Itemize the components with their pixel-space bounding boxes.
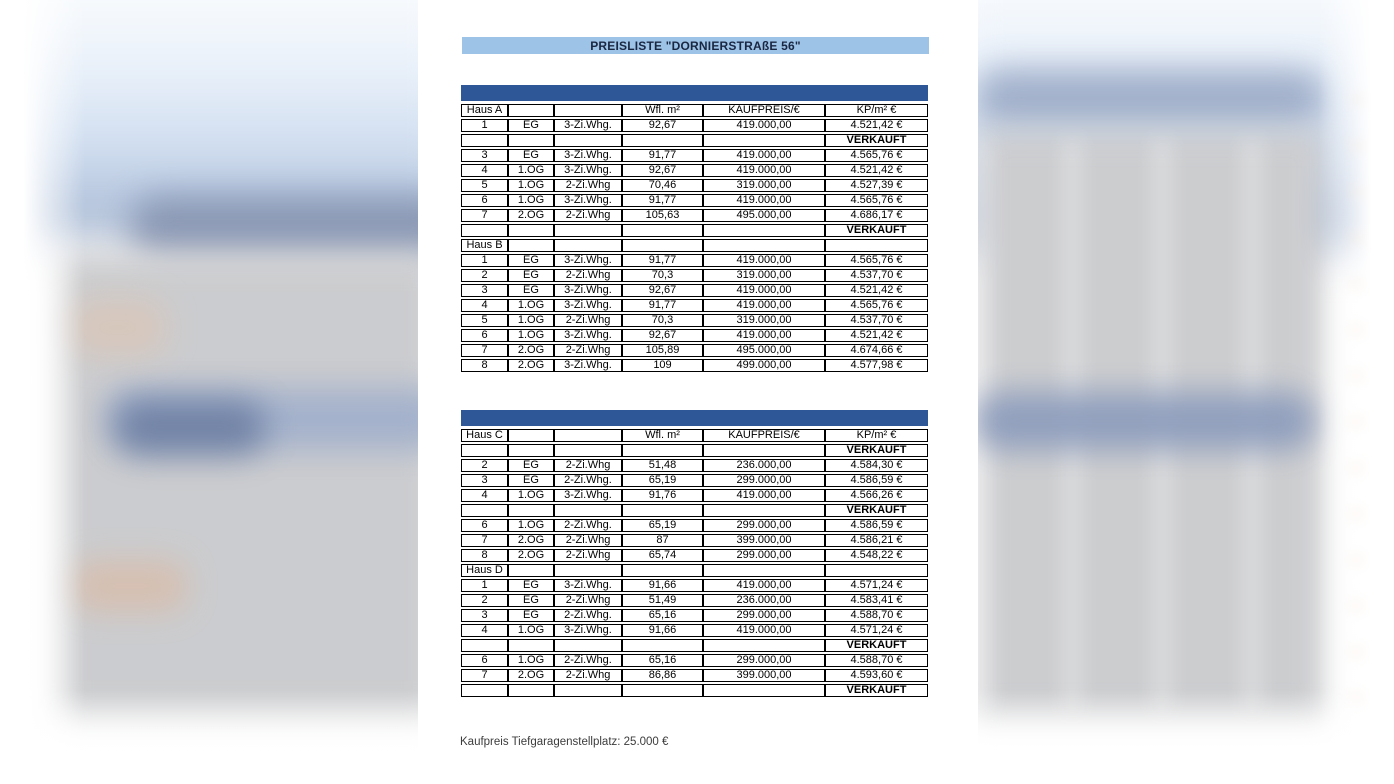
cell: 4.584,30 € bbox=[825, 459, 928, 472]
sold-status-cell: VERKAUFT bbox=[825, 684, 928, 697]
table-row bbox=[461, 519, 928, 532]
cell: 7 bbox=[461, 209, 508, 222]
column-header-cell: KP/m² € bbox=[825, 104, 928, 117]
cell bbox=[508, 134, 554, 147]
cell: 1 bbox=[461, 254, 508, 267]
cell: 2-Zi.Whg bbox=[554, 209, 622, 222]
cell: 8 bbox=[461, 359, 508, 372]
cell: 70,3 bbox=[622, 314, 703, 327]
table-row bbox=[461, 474, 928, 487]
cell: EG bbox=[508, 269, 554, 282]
cell bbox=[554, 504, 622, 517]
column-header-cell: KP/m² € bbox=[825, 429, 928, 442]
price-table-haus-c-d bbox=[461, 427, 928, 699]
sold-row bbox=[461, 134, 928, 147]
cell bbox=[554, 104, 622, 117]
column-header-cell: Wfl. m² bbox=[622, 104, 703, 117]
cell bbox=[461, 134, 508, 147]
cell: 3-Zi.Whg. bbox=[554, 579, 622, 592]
cell: 2 bbox=[461, 459, 508, 472]
cell: 419.000,00 bbox=[703, 624, 825, 637]
sold-status-cell: VERKAUFT bbox=[825, 504, 928, 517]
cell: 299.000,00 bbox=[703, 474, 825, 487]
cell: 1 bbox=[461, 579, 508, 592]
cell: 419.000,00 bbox=[703, 119, 825, 132]
cell: 236.000,00 bbox=[703, 459, 825, 472]
cell: 6 bbox=[461, 194, 508, 207]
table-row bbox=[461, 609, 928, 622]
cell bbox=[825, 564, 928, 577]
table-section-bar bbox=[461, 410, 928, 426]
cell: 1.OG bbox=[508, 179, 554, 192]
cell: 4.521,42 € bbox=[825, 164, 928, 177]
cell bbox=[461, 444, 508, 457]
cell: 4.571,24 € bbox=[825, 624, 928, 637]
cell: 4.586,59 € bbox=[825, 474, 928, 487]
table-row bbox=[461, 344, 928, 357]
cell: 105,63 bbox=[622, 209, 703, 222]
cell: EG bbox=[508, 459, 554, 472]
cell bbox=[554, 639, 622, 652]
cell: 4.565,76 € bbox=[825, 194, 928, 207]
cell: 319.000,00 bbox=[703, 314, 825, 327]
cell: 499.000,00 bbox=[703, 359, 825, 372]
cell: 3-Zi.Whg. bbox=[554, 149, 622, 162]
cell: 91,77 bbox=[622, 254, 703, 267]
cell bbox=[508, 639, 554, 652]
table-row bbox=[461, 489, 928, 502]
cell: 3-Zi.Whg. bbox=[554, 164, 622, 177]
table-row bbox=[461, 579, 928, 592]
cell: 4.521,42 € bbox=[825, 284, 928, 297]
house-label-cell: Haus C bbox=[461, 429, 508, 442]
table-row bbox=[461, 459, 928, 472]
cell: 65,19 bbox=[622, 474, 703, 487]
cell: 4.593,60 € bbox=[825, 669, 928, 682]
house-divider-row bbox=[461, 564, 928, 577]
sold-status-cell: VERKAUFT bbox=[825, 639, 928, 652]
cell: 91,77 bbox=[622, 149, 703, 162]
column-header-row bbox=[461, 429, 928, 442]
cell: 91,66 bbox=[622, 579, 703, 592]
cell: 4.527,39 € bbox=[825, 179, 928, 192]
cell: EG bbox=[508, 119, 554, 132]
cell: 1.OG bbox=[508, 519, 554, 532]
cell bbox=[508, 564, 554, 577]
cell bbox=[508, 684, 554, 697]
cell: EG bbox=[508, 284, 554, 297]
table-row bbox=[461, 269, 928, 282]
cell: 2-Zi.Whg bbox=[554, 594, 622, 607]
cell: 7 bbox=[461, 534, 508, 547]
cell bbox=[703, 134, 825, 147]
table-row bbox=[461, 624, 928, 637]
cell: 4.577,98 € bbox=[825, 359, 928, 372]
cell: 236.000,00 bbox=[703, 594, 825, 607]
cell: 2.OG bbox=[508, 209, 554, 222]
cell bbox=[622, 639, 703, 652]
cell: EG bbox=[508, 579, 554, 592]
cell: EG bbox=[508, 474, 554, 487]
cell: 4.565,76 € bbox=[825, 299, 928, 312]
cell: 4.548,22 € bbox=[825, 549, 928, 562]
cell bbox=[554, 444, 622, 457]
cell: 86,86 bbox=[622, 669, 703, 682]
cell: 4.521,42 € bbox=[825, 329, 928, 342]
cell: 1 bbox=[461, 119, 508, 132]
cell: 65,74 bbox=[622, 549, 703, 562]
cell bbox=[622, 444, 703, 457]
cell: 1.OG bbox=[508, 329, 554, 342]
cell: 65,16 bbox=[622, 654, 703, 667]
cell: 2.OG bbox=[508, 344, 554, 357]
cell: 4 bbox=[461, 489, 508, 502]
cell bbox=[554, 684, 622, 697]
cell: 65,16 bbox=[622, 609, 703, 622]
cell bbox=[508, 104, 554, 117]
cell: 109 bbox=[622, 359, 703, 372]
cell: 5 bbox=[461, 179, 508, 192]
cell bbox=[703, 684, 825, 697]
cell: 319.000,00 bbox=[703, 179, 825, 192]
cell: 1.OG bbox=[508, 314, 554, 327]
table-row bbox=[461, 194, 928, 207]
cell: 2-Zi.Whg bbox=[554, 549, 622, 562]
cell: 2-Zi.Whg. bbox=[554, 654, 622, 667]
cell: 4.566,26 € bbox=[825, 489, 928, 502]
cell: 419.000,00 bbox=[703, 489, 825, 502]
cell: 419.000,00 bbox=[703, 284, 825, 297]
cell: 2-Zi.Whg bbox=[554, 534, 622, 547]
cell: 4.583,41 € bbox=[825, 594, 928, 607]
cell: 3-Zi.Whg. bbox=[554, 624, 622, 637]
table-row bbox=[461, 284, 928, 297]
cell bbox=[825, 239, 928, 252]
cell bbox=[622, 504, 703, 517]
cell: 2-Zi.Whg bbox=[554, 269, 622, 282]
document-page bbox=[418, 0, 978, 784]
cell: 4.586,21 € bbox=[825, 534, 928, 547]
table-row bbox=[461, 149, 928, 162]
cell: 7 bbox=[461, 669, 508, 682]
cell: 319.000,00 bbox=[703, 269, 825, 282]
column-header-cell: KAUFPREIS/€ bbox=[703, 104, 825, 117]
cell: 1.OG bbox=[508, 299, 554, 312]
cell: 4 bbox=[461, 624, 508, 637]
cell: 6 bbox=[461, 654, 508, 667]
backdrop-peach-smudge-left-2 bbox=[72, 560, 187, 612]
cell: EG bbox=[508, 254, 554, 267]
column-header-row bbox=[461, 104, 928, 117]
cell: 3-Zi.Whg. bbox=[554, 254, 622, 267]
cell bbox=[461, 639, 508, 652]
document-title-bar bbox=[462, 37, 929, 54]
cell: 92,67 bbox=[622, 329, 703, 342]
cell: 2-Zi.Whg. bbox=[554, 609, 622, 622]
backdrop-blue-band-right-top bbox=[975, 68, 1325, 128]
cell: 6 bbox=[461, 329, 508, 342]
cell: 3 bbox=[461, 609, 508, 622]
cell: 419.000,00 bbox=[703, 299, 825, 312]
cell: 8 bbox=[461, 549, 508, 562]
cell: 92,67 bbox=[622, 164, 703, 177]
table-row bbox=[461, 329, 928, 342]
cell bbox=[703, 224, 825, 237]
cell bbox=[554, 429, 622, 442]
cell bbox=[508, 239, 554, 252]
cell bbox=[703, 639, 825, 652]
table-row bbox=[461, 549, 928, 562]
cell: 70,46 bbox=[622, 179, 703, 192]
cell bbox=[508, 224, 554, 237]
cell: 1.OG bbox=[508, 489, 554, 502]
cell: 2 bbox=[461, 269, 508, 282]
cell: 4.588,70 € bbox=[825, 654, 928, 667]
table-row bbox=[461, 164, 928, 177]
table-section-bar bbox=[461, 85, 928, 101]
sold-row bbox=[461, 684, 928, 697]
table-row bbox=[461, 119, 928, 132]
cell: 2-Zi.Whg bbox=[554, 179, 622, 192]
cell: 4.537,70 € bbox=[825, 269, 928, 282]
cell: 4 bbox=[461, 299, 508, 312]
cell: 4.586,59 € bbox=[825, 519, 928, 532]
cell: 1.OG bbox=[508, 624, 554, 637]
cell bbox=[554, 224, 622, 237]
cell bbox=[622, 564, 703, 577]
house-label-cell: Haus A bbox=[461, 104, 508, 117]
cell: 299.000,00 bbox=[703, 549, 825, 562]
cell bbox=[461, 224, 508, 237]
cell: 4.521,42 € bbox=[825, 119, 928, 132]
cell: 3 bbox=[461, 149, 508, 162]
cell: 2-Zi.Whg. bbox=[554, 519, 622, 532]
cell: 419.000,00 bbox=[703, 579, 825, 592]
cell bbox=[703, 444, 825, 457]
house-label-cell: Haus B bbox=[461, 239, 508, 252]
price-table-haus-a-b bbox=[461, 102, 928, 374]
sold-row bbox=[461, 444, 928, 457]
cell: 2-Zi.Whg bbox=[554, 314, 622, 327]
cell: 3 bbox=[461, 284, 508, 297]
column-header-cell: Wfl. m² bbox=[622, 429, 703, 442]
cell: 3-Zi.Whg. bbox=[554, 284, 622, 297]
cell: 1.OG bbox=[508, 164, 554, 177]
table-row bbox=[461, 669, 928, 682]
table-row bbox=[461, 254, 928, 267]
table-row bbox=[461, 654, 928, 667]
cell: 3-Zi.Whg. bbox=[554, 299, 622, 312]
table-row bbox=[461, 314, 928, 327]
cell: EG bbox=[508, 609, 554, 622]
cell: 92,67 bbox=[622, 284, 703, 297]
cell: 4 bbox=[461, 164, 508, 177]
cell bbox=[508, 429, 554, 442]
cell bbox=[622, 134, 703, 147]
cell: 419.000,00 bbox=[703, 329, 825, 342]
table-row bbox=[461, 179, 928, 192]
cell: 495.000,00 bbox=[703, 344, 825, 357]
cell: 399.000,00 bbox=[703, 669, 825, 682]
cell: 2 bbox=[461, 594, 508, 607]
cell bbox=[622, 224, 703, 237]
cell bbox=[461, 504, 508, 517]
document-title: PREISLISTE "DORNIERSTRAßE 56" bbox=[590, 38, 801, 53]
backdrop-fade-right bbox=[1318, 0, 1394, 784]
cell: 419.000,00 bbox=[703, 194, 825, 207]
backdrop-dark-blob-left bbox=[115, 400, 265, 455]
sold-row bbox=[461, 639, 928, 652]
cell: 87 bbox=[622, 534, 703, 547]
cell: 65,19 bbox=[622, 519, 703, 532]
cell: 2.OG bbox=[508, 359, 554, 372]
cell: 2.OG bbox=[508, 669, 554, 682]
cell bbox=[554, 239, 622, 252]
table-row bbox=[461, 594, 928, 607]
table-row bbox=[461, 209, 928, 222]
cell: 299.000,00 bbox=[703, 519, 825, 532]
cell: 1.OG bbox=[508, 194, 554, 207]
house-divider-row bbox=[461, 239, 928, 252]
cell bbox=[508, 444, 554, 457]
cell: 3-Zi.Whg. bbox=[554, 119, 622, 132]
cell: 6 bbox=[461, 519, 508, 532]
cell: 105,89 bbox=[622, 344, 703, 357]
sold-row bbox=[461, 504, 928, 517]
sold-status-cell: VERKAUFT bbox=[825, 444, 928, 457]
cell bbox=[703, 239, 825, 252]
cell: 2-Zi.Whg bbox=[554, 669, 622, 682]
cell: 91,76 bbox=[622, 489, 703, 502]
backdrop-fade-left-bottom bbox=[0, 690, 450, 784]
cell: 4.571,24 € bbox=[825, 579, 928, 592]
column-header-cell: KAUFPREIS/€ bbox=[703, 429, 825, 442]
cell: 51,48 bbox=[622, 459, 703, 472]
cell: 91,77 bbox=[622, 299, 703, 312]
cell bbox=[703, 564, 825, 577]
table-row bbox=[461, 299, 928, 312]
cell: 419.000,00 bbox=[703, 254, 825, 267]
cell: 3-Zi.Whg. bbox=[554, 359, 622, 372]
cell: 4.588,70 € bbox=[825, 609, 928, 622]
sold-status-cell: VERKAUFT bbox=[825, 224, 928, 237]
price-table-block-haus-c-d bbox=[461, 410, 929, 699]
cell: 91,66 bbox=[622, 624, 703, 637]
cell: 7 bbox=[461, 344, 508, 357]
cell: 299.000,00 bbox=[703, 609, 825, 622]
cell: 5 bbox=[461, 314, 508, 327]
cell: 4.537,70 € bbox=[825, 314, 928, 327]
cell: 2.OG bbox=[508, 549, 554, 562]
price-table-block-haus-a-b bbox=[461, 85, 929, 374]
cell: 4.565,76 € bbox=[825, 149, 928, 162]
backdrop-fade-right-bottom bbox=[960, 690, 1394, 784]
cell: 3-Zi.Whg. bbox=[554, 489, 622, 502]
cell: 91,77 bbox=[622, 194, 703, 207]
sold-status-cell: VERKAUFT bbox=[825, 134, 928, 147]
sold-row bbox=[461, 224, 928, 237]
garage-price-note: Kaufpreis Tiefgaragenstellplatz: 25.000 € bbox=[460, 736, 669, 748]
cell: 3-Zi.Whg. bbox=[554, 194, 622, 207]
table-row bbox=[461, 359, 928, 372]
cell: 2.OG bbox=[508, 534, 554, 547]
cell bbox=[622, 684, 703, 697]
cell: EG bbox=[508, 149, 554, 162]
house-label-cell: Haus D bbox=[461, 564, 508, 577]
cell: 4.674,66 € bbox=[825, 344, 928, 357]
backdrop-blue-band-right-mid bbox=[975, 392, 1315, 450]
cell: EG bbox=[508, 594, 554, 607]
cell: 92,67 bbox=[622, 119, 703, 132]
cell: 3-Zi.Whg. bbox=[554, 329, 622, 342]
cell: 495.000,00 bbox=[703, 209, 825, 222]
cell: 2-Zi.Whg bbox=[554, 459, 622, 472]
cell: 4.565,76 € bbox=[825, 254, 928, 267]
cell: 399.000,00 bbox=[703, 534, 825, 547]
cell bbox=[622, 239, 703, 252]
cell bbox=[554, 564, 622, 577]
cell: 2-Zi.Whg bbox=[554, 344, 622, 357]
cell bbox=[554, 134, 622, 147]
backdrop-fade-left bbox=[0, 0, 85, 784]
cell: 70,3 bbox=[622, 269, 703, 282]
cell: 51,49 bbox=[622, 594, 703, 607]
cell: 419.000,00 bbox=[703, 164, 825, 177]
cell bbox=[461, 684, 508, 697]
cell: 2-Zi.Whg. bbox=[554, 474, 622, 487]
cell: 3 bbox=[461, 474, 508, 487]
cell: 1.OG bbox=[508, 654, 554, 667]
table-row bbox=[461, 534, 928, 547]
cell bbox=[703, 504, 825, 517]
cell: 419.000,00 bbox=[703, 149, 825, 162]
cell bbox=[508, 504, 554, 517]
cell: 4.686,17 € bbox=[825, 209, 928, 222]
cell: 299.000,00 bbox=[703, 654, 825, 667]
